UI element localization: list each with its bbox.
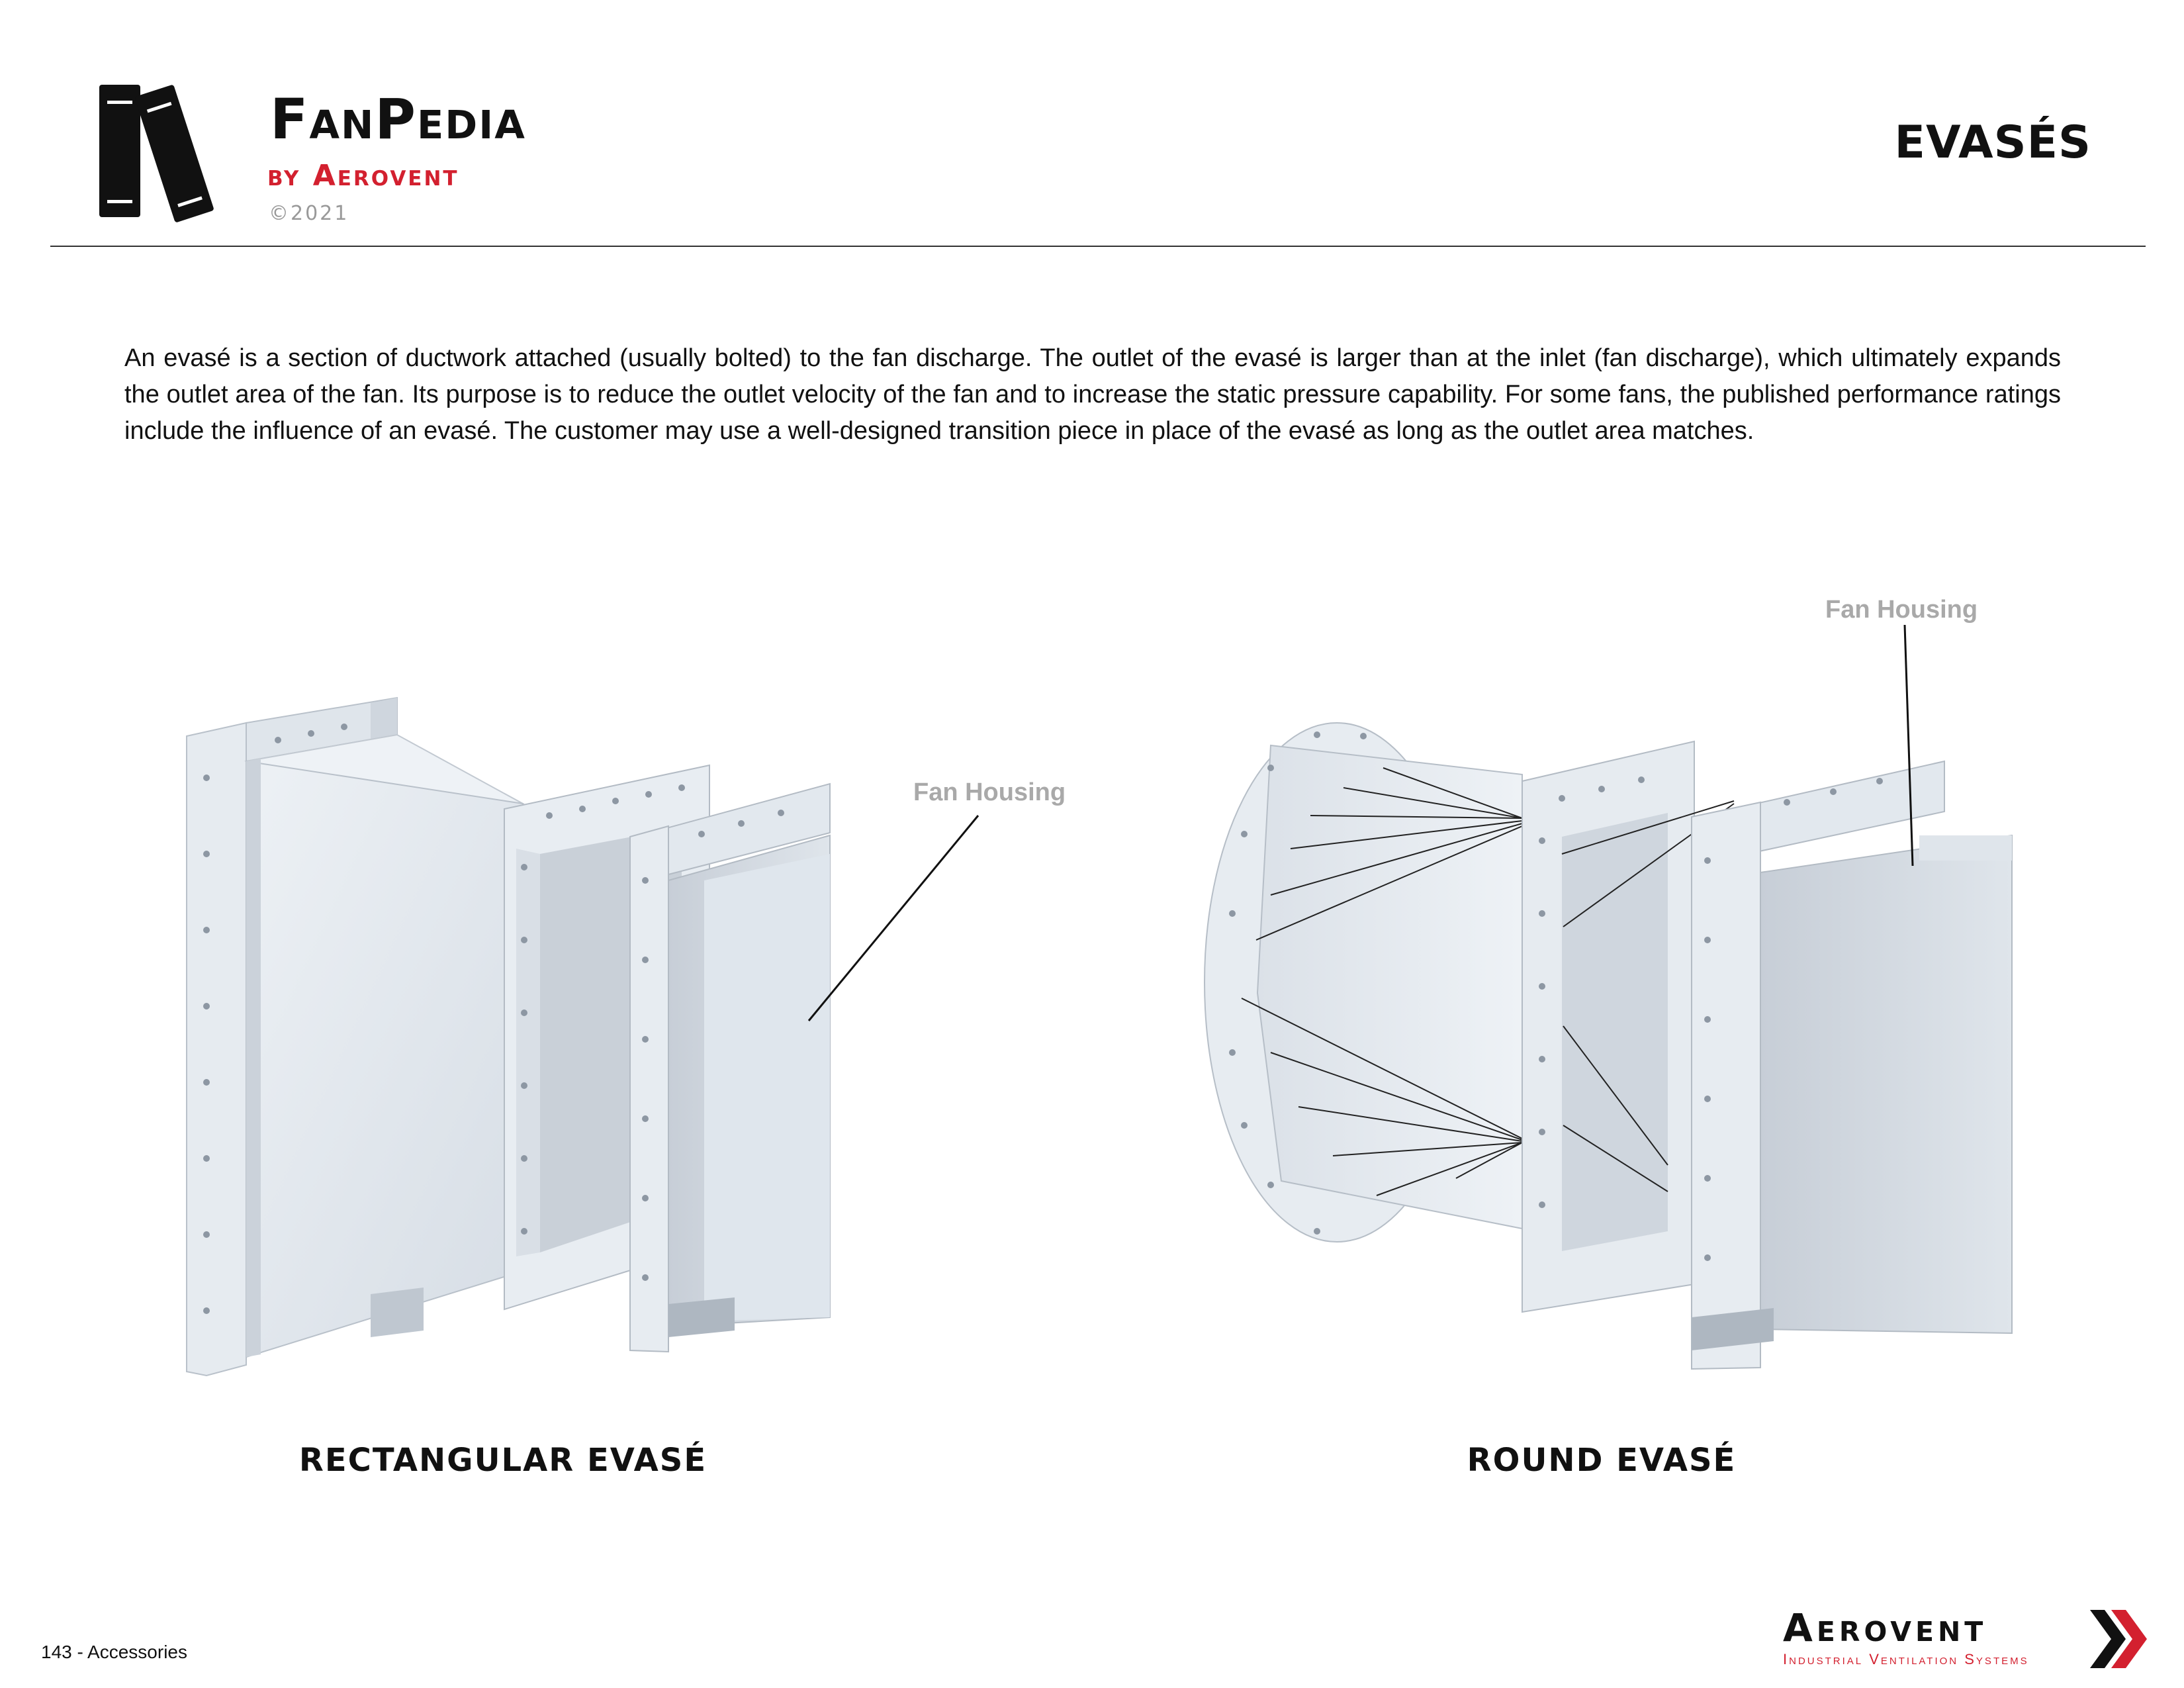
copyright: ©2021 — [269, 202, 349, 225]
rectangular-evase-drawing — [187, 698, 978, 1376]
page-number: 143 - Accessories — [41, 1642, 187, 1662]
round-evase-drawing — [1205, 625, 2012, 1369]
chevron-double-right-icon — [2085, 1606, 2151, 1672]
caption-rectangular-evase: RECTANGULAR EVASÉ — [298, 1442, 707, 1479]
aerovent-logo-tagline: Industrial Ventilation Systems — [1783, 1651, 2029, 1667]
callout-fan-housing-round: Fan Housing — [1825, 596, 1978, 624]
page-title: EVASÉS — [1894, 117, 2091, 169]
brand-byline: by Aerovent — [267, 159, 459, 193]
brand-name: FanPedia — [270, 87, 526, 152]
intro-paragraph: An evasé is a section of ductwork attached (usually bolted) to the fan discharge. The outlet of the evasé is larger than at the inlet (fan discharge), which ultimately expands the outlet area of the fan. Its purpose is to reduce the outlet velocity of the fan and to increase the static pressure capability. For some fans, the published performance ratings include the influence of an evasé. The customer may use a well-designed transition piece in place of the evasé as long as the outlet area matches. — [124, 344, 2061, 445]
caption-round-evase: ROUND EVASÉ — [1467, 1442, 1737, 1479]
aerovent-logo-name: Aerovent — [1783, 1605, 1987, 1650]
callout-fan-housing-rect: Fan Housing — [913, 778, 1066, 806]
